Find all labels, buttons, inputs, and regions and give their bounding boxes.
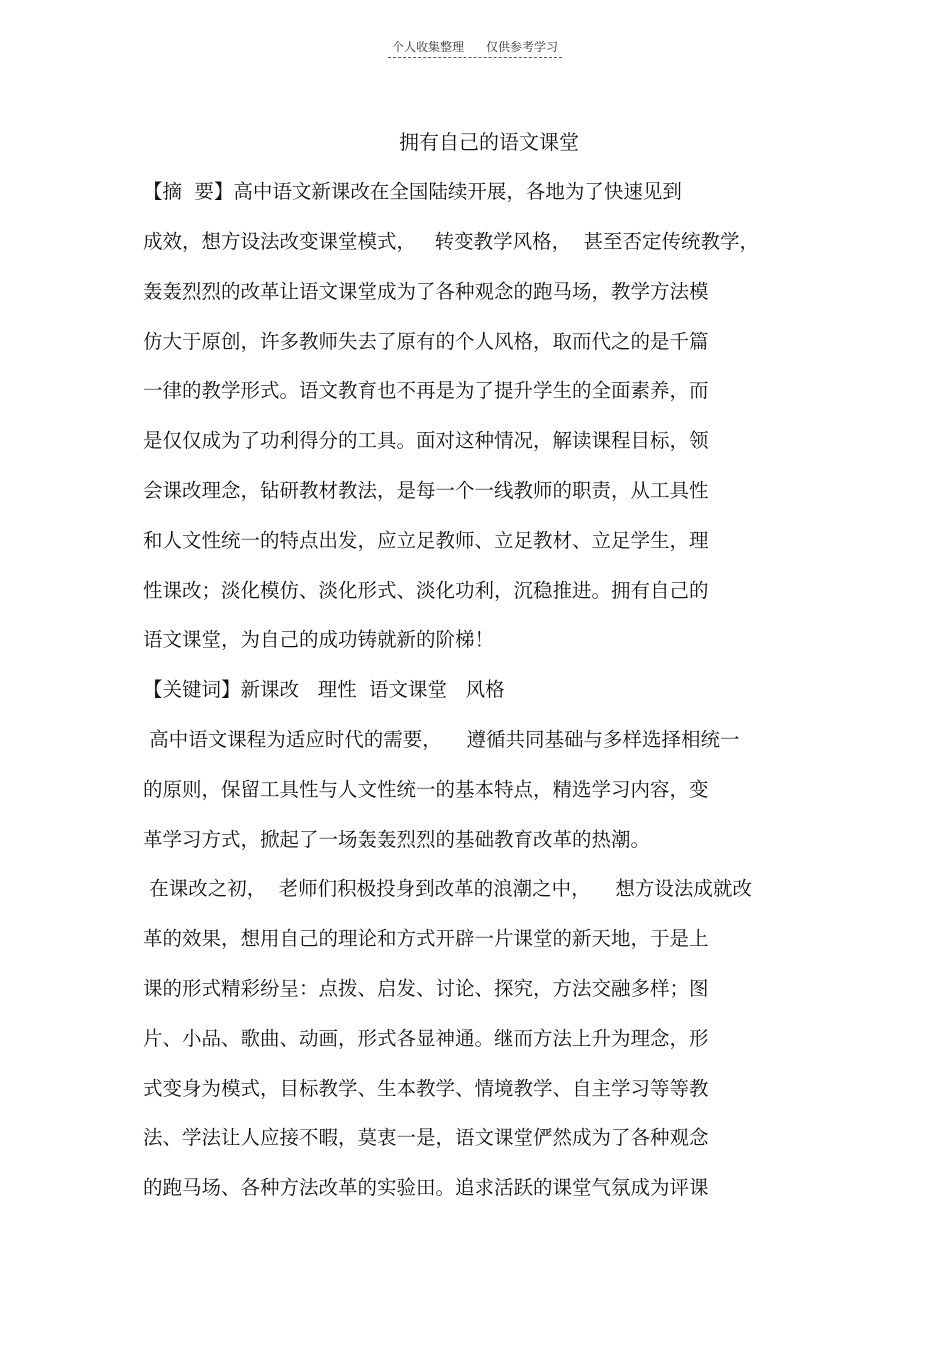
header-right-text: 仅供参考学习: [486, 40, 559, 54]
paragraph-2-line-4: 片、小品、歌曲、动画，形式各显神通。继而方法上升为理念，形: [143, 1027, 709, 1050]
paragraph-1-line-3: 革学习方式，掀起了一场轰轰烈烈的基础教育改革的热潮。: [143, 828, 651, 851]
header-left-text: 个人收集整理: [391, 40, 464, 54]
paragraph-2-line-6: 法、学法让人应接不暇，莫衷一是，语文课堂俨然成为了各种观念: [143, 1126, 709, 1149]
abstract-line-9: 性课改；淡化模仿、淡化形式、淡化功利，沉稳推进。拥有自己的: [143, 579, 709, 602]
abstract-line-3: 轰轰烈烈的改革让语文课堂成为了各种观念的跑马场，教学方法模: [143, 280, 709, 303]
paragraph-2-line-1: 在课改之初， 老师们积极投身到改革的浪潮之中， 想方设法成就改: [143, 877, 752, 900]
abstract-line-4: 仿大于原创，许多教师失去了原有的个人风格，取而代之的是千篇: [143, 330, 709, 353]
abstract-line-1: 【摘 要】高中语文新课改在全国陆续开展，各地为了快速见到: [143, 180, 682, 203]
paragraph-2-line-7: 的跑马场、各种方法改革的实验田。追求活跃的课堂气氛成为评课: [143, 1176, 709, 1199]
paragraph-2-line-3: 课的形式精彩纷呈：点拨、启发、讨论、探究，方法交融多样；图: [143, 977, 709, 1000]
paragraph-2-line-5: 式变身为模式，目标教学、生本教学、情境教学、自主学习等等教: [143, 1077, 709, 1100]
paragraph-1-line-2: 的原则，保留工具性与人文性统一的基本特点，精选学习内容，变: [143, 778, 709, 801]
page-header: [0, 38, 950, 58]
abstract-line-7: 会课改理念，钻研教材教法，是每一个一线教师的职责，从工具性: [143, 479, 709, 502]
paragraph-1-line-1: 高中语文课程为适应时代的需要， 遵循共同基础与多样选择相统一: [143, 728, 740, 751]
header-underline: [388, 38, 562, 58]
abstract-line-6: 是仅仅成为了功利得分的工具。面对这种情况，解读课程目标，领: [143, 429, 709, 452]
abstract-line-10: 语文课堂，为自己的成功铸就新的阶梯！: [143, 628, 495, 651]
article-title: 拥有自己的语文课堂: [399, 130, 579, 154]
abstract-line-8: 和人文性统一的特点出发，应立足教师、立足教材、立足学生，理: [143, 529, 709, 552]
keywords-line: 【关键词】新课改 理性 语文课堂 风格: [143, 678, 505, 701]
abstract-line-5: 一律的教学形式。语文教育也不再是为了提升学生的全面素养，而: [143, 379, 709, 402]
paragraph-2-line-2: 革的效果，想用自己的理论和方式开辟一片课堂的新天地，于是上: [143, 927, 709, 950]
abstract-line-2: 成效，想方设法改变课堂模式， 转变教学风格， 甚至否定传统教学，: [143, 230, 759, 253]
